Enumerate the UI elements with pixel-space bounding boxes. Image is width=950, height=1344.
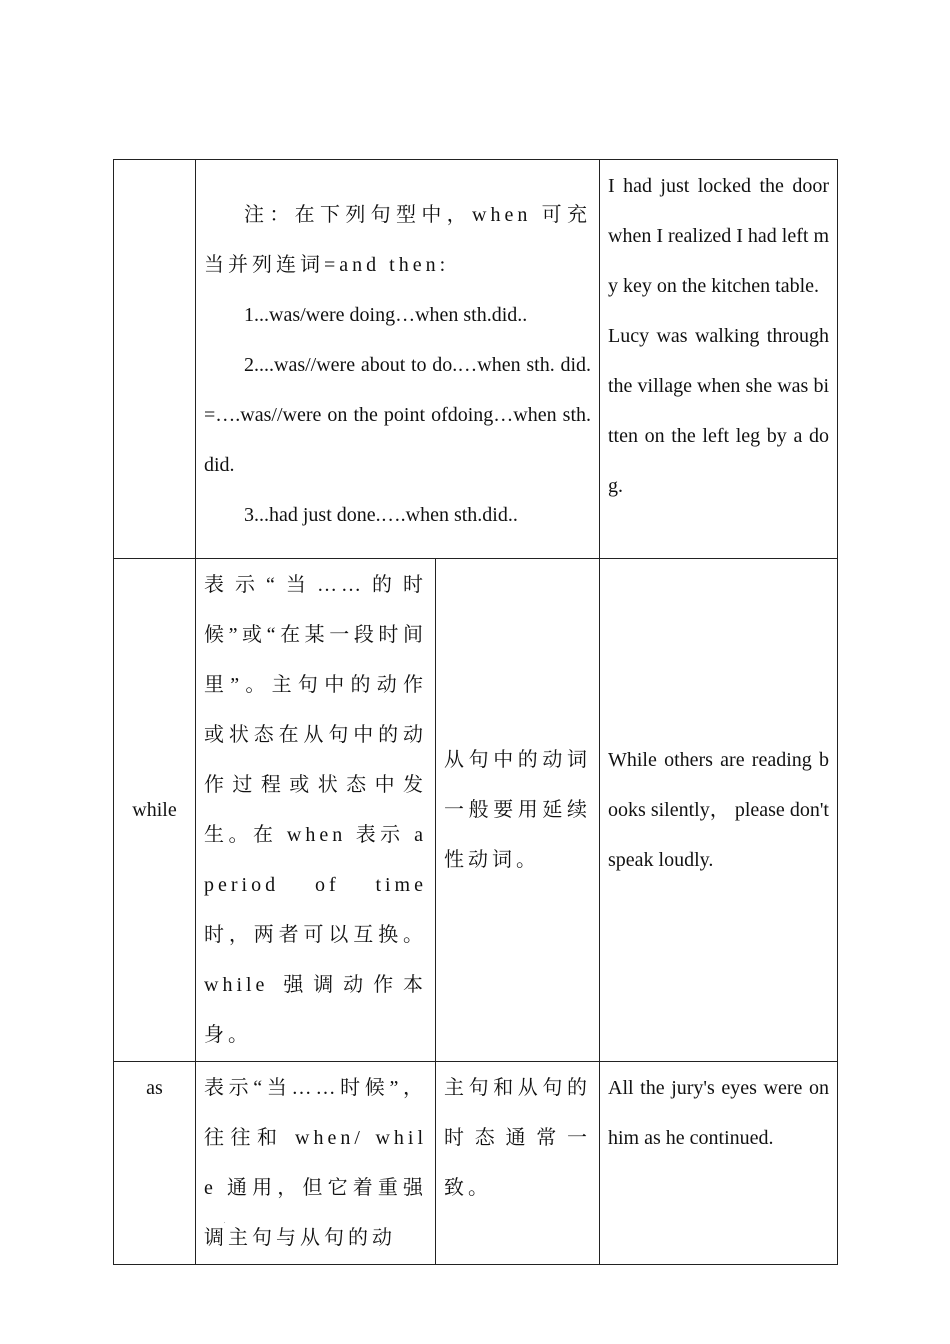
table-row-when-note xyxy=(114,160,838,559)
table-row-while xyxy=(114,559,838,1062)
conjunction-table xyxy=(113,159,838,1265)
note-cell xyxy=(196,160,600,559)
verb-note-cell: 从句中的动词一般要用延续性动词。 xyxy=(436,559,600,1062)
note-line: 2....was//were about to do.…when sth. did.=….was//were on the point ofdoing…when sth.did. xyxy=(204,353,591,476)
example-cell: All the jury's eyes were on him as he continued. xyxy=(600,1062,838,1265)
note-line: 3...had just done.….when sth.did.. xyxy=(244,503,518,526)
note-line: 1...was/were doing…when sth.did.. xyxy=(244,303,528,326)
example-cell xyxy=(600,160,838,559)
word-cell: as xyxy=(114,1062,196,1265)
word-cell: while xyxy=(114,559,196,1062)
table-row-as xyxy=(114,1062,838,1265)
note-line: 注：在下列句型中，when 可充当并列连词=and then: xyxy=(204,203,591,276)
example-cell: While others are reading books silently， please don't speak loudly. xyxy=(600,559,838,1062)
verb-note-cell: 主句和从句的时态通常一致。 xyxy=(436,1062,600,1265)
word-cell-empty xyxy=(114,160,196,559)
example-sentence: I had just locked the door when I realized I had left my key on the kitchen table. xyxy=(608,175,830,297)
page-speck xyxy=(224,1222,225,1223)
meaning-cell: 表示“当……时候”，往往和 when/ while 通用，但它着重强调主句与从句的动 xyxy=(196,1062,436,1265)
example-sentence: Lucy was walking through the village when she was bitten on the left leg by a dog. xyxy=(608,325,829,497)
meaning-cell: 表示“当……的时候”或“在某一段时间里”。主句中的动作或状态在从句中的动作过程或状态中发生。在 when 表示 a period of time 时，两者可以互换。while 强调动作本身。 xyxy=(196,559,436,1062)
